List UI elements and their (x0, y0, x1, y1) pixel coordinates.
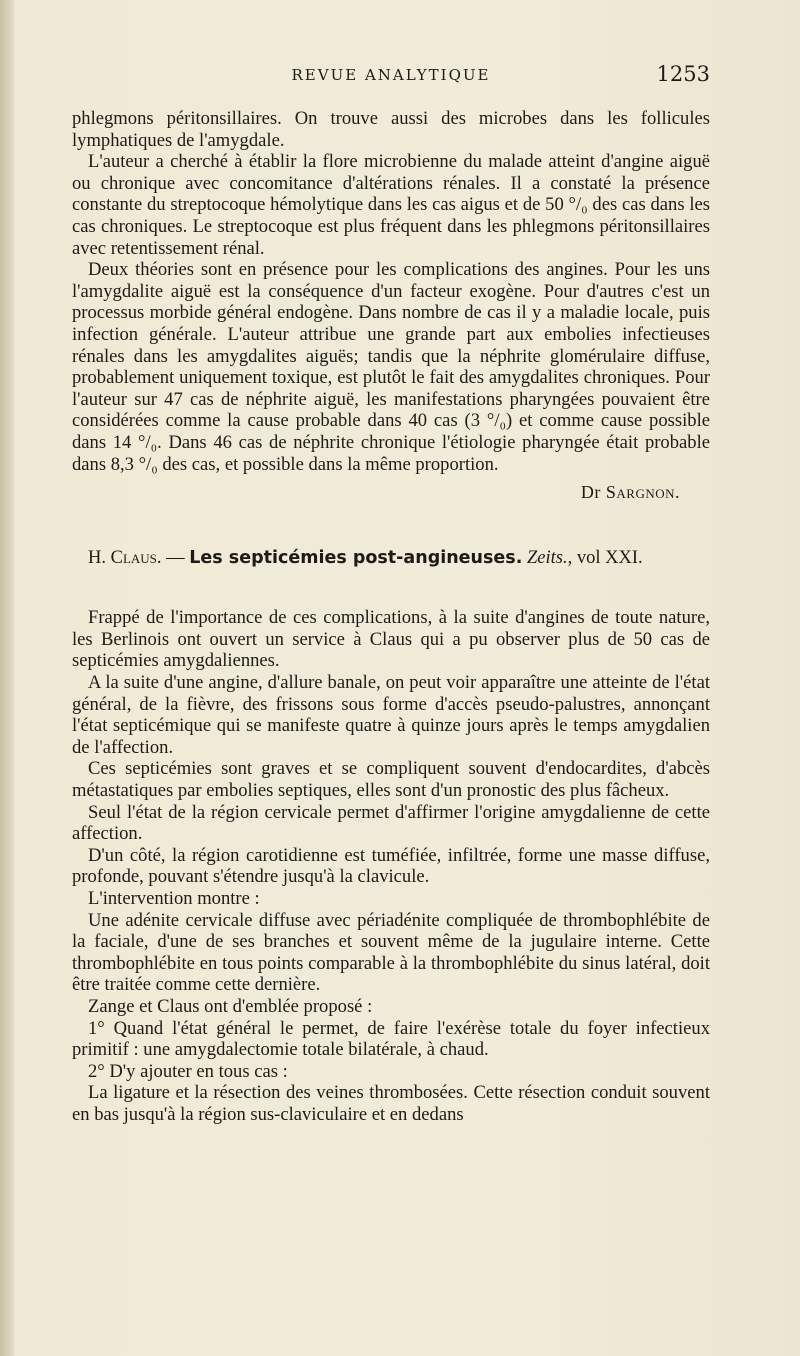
paragraph: D'un côté, la région carotidienne est tuméfiée, infiltrée, forme une masse diffuse, profonde, pouvant s'étendre jusqu'à la clavicule. (72, 844, 710, 888)
running-head: REVUE ANALYTIQUE (291, 66, 491, 84)
paragraph: Ces septicémies sont graves et se compliquent souvent d'endocardites, d'abcès métastatiques par embolies septiques, elles sont d'un pronostic des plus fâcheux. (72, 758, 710, 802)
paragraph: 2° D'y ajouter en tous cas : (88, 1060, 288, 1082)
page-number: 1253 (656, 62, 710, 86)
paragraph: La ligature et la résection des veines thrombosées. Cette résection conduit souvent en bas jusqu'à la région sus-claviculaire et en dedans (72, 1082, 710, 1125)
paragraph: Une adénite cervicale diffuse avec périadénite compliquée de thrombophlébite de la faciale, d'une de ses branches et souvent même de la jugulaire interne. Cette thrombophlébite en tous points comparable à la thrombophlébite du sinus latéral, doit être traitée comme cette dernière. (72, 909, 710, 996)
paragraph: A la suite d'une angine, d'allure banale, on peut voir apparaître une atteinte de l'état général, de la fièvre, des frissons sous forme d'accès pseudo-palustres, annonçant l'état septicémique qui se manifeste quatre à quinze jours après le temps amygdalien de l'affection. (72, 672, 710, 758)
signature (72, 482, 710, 504)
journal-volume: , vol XXI. (567, 547, 643, 568)
paragraph: Frappé de l'importance de ces complications, à la suite d'angines de toute nature, les Berlinois ont ouvert un service à Claus qui a pu observer plus de 50 cas de septicémies amygdaliennes. (72, 607, 710, 672)
page-header (72, 62, 710, 92)
paragraph: Seul l'état de la région cervicale permet d'affirmer l'origine amygdalienne de cette affection. (72, 801, 710, 845)
signature-prefix: Dr (580, 482, 601, 503)
heading-dash: — (161, 547, 190, 568)
article-body (72, 108, 710, 1126)
paragraph: L'auteur a cherché à établir la flore microbienne du malade atteint d'angine aiguë ou chronique avec concomitance d'altérations rénales. Il a constaté la présence constante du streptocoque hémolytique dans les cas aigus et de 50 °/₀ des cas dans les cas chroniques. Le streptocoque est plus fréquent dans les phlegmons péritonsillaires avec retentissement rénal. (72, 151, 710, 259)
article-title: Les septicémies post-angineuses. (189, 547, 523, 568)
paragraph: Deux théories sont en présence pour les complications des angines. Pour les uns l'amygdalite aiguë est la conséquence d'un facteur exogène. Pour d'autres c'est un processus morbide général endogène. Dans nombre de cas il y a maladie locale, puis infection générale. L'auteur attribue une grande part aux embolies infectieuses rénales dans les amygdalites aiguës; tandis que la néphrite glomérulaire diffuse, probablement uniquement toxique, est plutôt le fait des amygdalites chroniques. Pour l'auteur sur 47 cas de néphrite aiguë, les manifestations pharyngées pouvaient être considérées comme la cause probable dans 40 cas (3 °/₀) et comme cause possible dans 14 °/₀. Dans 46 cas de néphrite chronique l'étiologie pharyngée était probable dans 8,3 °/₀ des cas, et possible dans la même proportion. (72, 259, 710, 475)
journal-name: Zeits. (527, 547, 568, 568)
paragraph: Zange et Claus ont d'emblée proposé : (88, 995, 373, 1017)
article-heading (72, 548, 710, 570)
paragraph: phlegmons péritonsillaires. On trouve aussi des microbes dans les follicules lymphatiques de l'amygdale. (72, 108, 710, 151)
paragraph: L'intervention montre : (88, 888, 260, 909)
page-spine-shadow (0, 0, 14, 1356)
article-author: H. Claus. (88, 547, 162, 568)
paragraph: 1° Quand l'état général le permet, de faire l'exérèse totale du foyer infectieux primitif : une amygdalectomie totale bilatérale, à chaud. (72, 1017, 710, 1061)
signature-name: Sargnon. (605, 482, 680, 503)
